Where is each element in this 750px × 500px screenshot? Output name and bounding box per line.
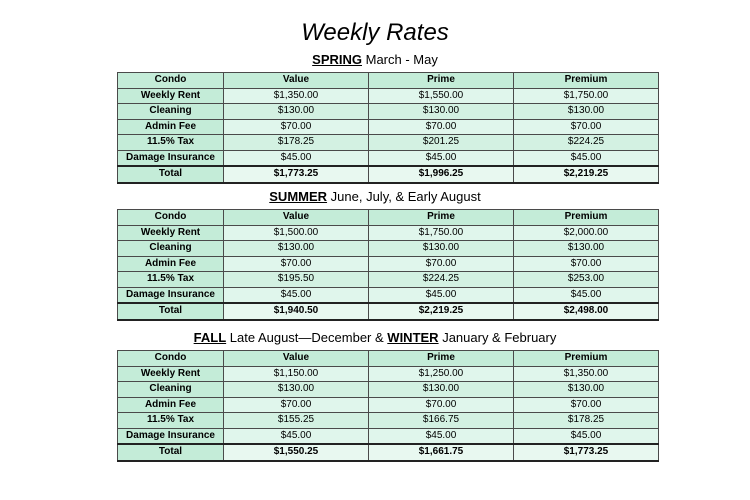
table-cell: $70.00 bbox=[369, 256, 514, 272]
table-cell: $45.00 bbox=[514, 287, 659, 303]
table-cell: $155.25 bbox=[224, 413, 369, 429]
total-row bbox=[118, 303, 659, 320]
table-row bbox=[118, 272, 659, 288]
row-label: Admin Fee bbox=[118, 397, 224, 413]
table-cell: $1,350.00 bbox=[514, 366, 659, 382]
table-cell: $130.00 bbox=[369, 104, 514, 120]
table-row bbox=[118, 413, 659, 429]
header-row bbox=[118, 210, 659, 226]
table-cell: $70.00 bbox=[224, 256, 369, 272]
table-cell: $201.25 bbox=[369, 135, 514, 151]
season-label: WINTER bbox=[387, 330, 439, 345]
section-heading-spring bbox=[0, 52, 750, 68]
table-cell: $1,350.00 bbox=[224, 88, 369, 104]
row-label: Total bbox=[118, 303, 224, 320]
section-heading-fall-winter bbox=[0, 330, 750, 346]
table-cell: $70.00 bbox=[514, 256, 659, 272]
table-cell: $130.00 bbox=[224, 241, 369, 257]
row-label: Total bbox=[118, 444, 224, 461]
rates-table-spring bbox=[117, 72, 659, 184]
table-cell: $224.25 bbox=[369, 272, 514, 288]
table-row bbox=[118, 150, 659, 166]
row-label: 11.5% Tax bbox=[118, 135, 224, 151]
column-header: Value bbox=[224, 351, 369, 367]
table-row bbox=[118, 397, 659, 413]
total-cell: $2,498.00 bbox=[514, 303, 659, 320]
season-label: SUMMER bbox=[269, 189, 328, 204]
table-cell: $70.00 bbox=[514, 397, 659, 413]
table-cell: $1,750.00 bbox=[514, 88, 659, 104]
page-title: Weekly Rates bbox=[301, 19, 449, 46]
table-cell: $178.25 bbox=[514, 413, 659, 429]
table-row bbox=[118, 225, 659, 241]
total-cell: $1,661.75 bbox=[369, 444, 514, 461]
table-cell: $130.00 bbox=[514, 104, 659, 120]
header-row bbox=[118, 73, 659, 89]
header-row bbox=[118, 351, 659, 367]
table-cell: $178.25 bbox=[224, 135, 369, 151]
table-row bbox=[118, 366, 659, 382]
total-cell: $1,996.25 bbox=[369, 166, 514, 183]
season-dates: March - May bbox=[362, 52, 438, 67]
table-cell: $130.00 bbox=[369, 241, 514, 257]
row-label: Weekly Rent bbox=[118, 225, 224, 241]
table-cell: $1,750.00 bbox=[369, 225, 514, 241]
row-label: Damage Insurance bbox=[118, 150, 224, 166]
row-label: Admin Fee bbox=[118, 256, 224, 272]
table-cell: $130.00 bbox=[514, 382, 659, 398]
season-dates: January & February bbox=[438, 330, 557, 345]
table-cell: $130.00 bbox=[514, 241, 659, 257]
row-label: Total bbox=[118, 166, 224, 183]
table-cell: $45.00 bbox=[224, 428, 369, 444]
table-cell: $70.00 bbox=[369, 119, 514, 135]
column-header: Prime bbox=[369, 73, 514, 89]
column-header: Condo bbox=[118, 351, 224, 367]
table-cell: $45.00 bbox=[369, 428, 514, 444]
row-label: Cleaning bbox=[118, 104, 224, 120]
table-cell: $166.75 bbox=[369, 413, 514, 429]
row-label: 11.5% Tax bbox=[118, 272, 224, 288]
table-cell: $70.00 bbox=[224, 397, 369, 413]
table-cell: $130.00 bbox=[224, 104, 369, 120]
season-label: FALL bbox=[193, 330, 227, 345]
row-label: Weekly Rent bbox=[118, 366, 224, 382]
column-header: Prime bbox=[369, 210, 514, 226]
season-dates: Late August—December & bbox=[226, 330, 388, 345]
total-cell: $1,550.25 bbox=[224, 444, 369, 461]
column-header: Value bbox=[224, 73, 369, 89]
row-label: Damage Insurance bbox=[118, 287, 224, 303]
row-label: Weekly Rent bbox=[118, 88, 224, 104]
table-cell: $1,500.00 bbox=[224, 225, 369, 241]
row-label: 11.5% Tax bbox=[118, 413, 224, 429]
table-row bbox=[118, 241, 659, 257]
section-heading-summer bbox=[0, 189, 750, 205]
season-dates: June, July, & Early August bbox=[327, 189, 481, 204]
column-header: Premium bbox=[514, 73, 659, 89]
table-row bbox=[118, 119, 659, 135]
table-cell: $130.00 bbox=[369, 382, 514, 398]
table-cell: $45.00 bbox=[369, 287, 514, 303]
table-cell: $253.00 bbox=[514, 272, 659, 288]
table-cell: $130.00 bbox=[224, 382, 369, 398]
total-cell: $1,773.25 bbox=[224, 166, 369, 183]
table-cell: $45.00 bbox=[514, 428, 659, 444]
table-row bbox=[118, 428, 659, 444]
column-header: Premium bbox=[514, 351, 659, 367]
table-row bbox=[118, 256, 659, 272]
column-header: Condo bbox=[118, 73, 224, 89]
column-header: Prime bbox=[369, 351, 514, 367]
total-cell: $2,219.25 bbox=[514, 166, 659, 183]
table-cell: $1,150.00 bbox=[224, 366, 369, 382]
table-cell: $70.00 bbox=[369, 397, 514, 413]
rates-table-summer bbox=[117, 209, 659, 321]
table-cell: $70.00 bbox=[514, 119, 659, 135]
table-row bbox=[118, 88, 659, 104]
total-row bbox=[118, 166, 659, 183]
row-label: Cleaning bbox=[118, 382, 224, 398]
table-cell: $45.00 bbox=[224, 150, 369, 166]
column-header: Value bbox=[224, 210, 369, 226]
column-header: Condo bbox=[118, 210, 224, 226]
table-cell: $1,550.00 bbox=[369, 88, 514, 104]
table-cell: $45.00 bbox=[224, 287, 369, 303]
row-label: Cleaning bbox=[118, 241, 224, 257]
rates-table-fall-winter bbox=[117, 350, 659, 462]
season-label: SPRING bbox=[312, 52, 362, 67]
row-label: Admin Fee bbox=[118, 119, 224, 135]
column-header: Premium bbox=[514, 210, 659, 226]
table-row bbox=[118, 382, 659, 398]
total-row bbox=[118, 444, 659, 461]
total-cell: $1,773.25 bbox=[514, 444, 659, 461]
table-row bbox=[118, 287, 659, 303]
table-cell: $45.00 bbox=[369, 150, 514, 166]
total-cell: $2,219.25 bbox=[369, 303, 514, 320]
table-row bbox=[118, 104, 659, 120]
table-cell: $2,000.00 bbox=[514, 225, 659, 241]
table-cell: $1,250.00 bbox=[369, 366, 514, 382]
row-label: Damage Insurance bbox=[118, 428, 224, 444]
table-cell: $224.25 bbox=[514, 135, 659, 151]
table-cell: $195.50 bbox=[224, 272, 369, 288]
total-cell: $1,940.50 bbox=[224, 303, 369, 320]
table-cell: $45.00 bbox=[514, 150, 659, 166]
table-cell: $70.00 bbox=[224, 119, 369, 135]
table-row bbox=[118, 135, 659, 151]
